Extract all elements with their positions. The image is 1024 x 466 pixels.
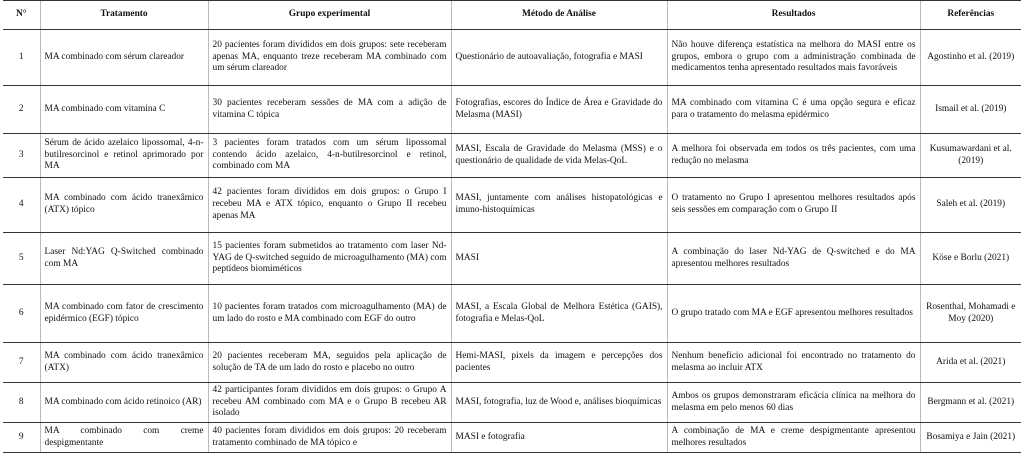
table-row	[3, 30, 1021, 86]
row-referencias: Saleh et al. (2019)	[920, 178, 1021, 233]
row-resultados: A combinação do laser Nd-YAG de Q-switched e do MA apresentou melhores resultados	[667, 233, 920, 285]
row-metodo: MASI, fotografia, luz de Wood e, análises bioquímicas	[451, 383, 667, 423]
table-row	[3, 178, 1021, 233]
table-row	[3, 134, 1021, 178]
table-row	[3, 285, 1021, 343]
row-tratamento: MA combinado com ácido retinoico (AR)	[40, 383, 208, 423]
treatments-table	[3, 0, 1021, 453]
row-num: 3	[3, 134, 40, 178]
row-grupo: 10 pacientes foram tratados com microagulhamento (MA) de um lado do rosto e MA combinado com EGF do outro	[208, 285, 451, 343]
table-row	[3, 383, 1021, 423]
row-grupo: 20 pacientes receberam MA, seguidos pela aplicação de solução de TA de um lado do rosto e placebo no outro	[208, 343, 451, 383]
row-metodo: Hemi-MASI, pixels da imagem e percepções dos pacientes	[451, 343, 667, 383]
row-tratamento: MA combinado com vitamina C	[40, 86, 208, 134]
header-referencias: Referências	[920, 1, 1021, 30]
row-tratamento: Laser Nd:YAG Q-Switched combinado com MA	[40, 233, 208, 285]
row-grupo: 42 participantes foram divididos em dois grupos: o Grupo A recebeu AM combinado com MA e o Grupo B recebeu AR isolado	[208, 383, 451, 423]
row-referencias: Bergmann et al. (2021)	[920, 383, 1021, 423]
row-num: 5	[3, 233, 40, 285]
row-metodo: MASI, a Escala Global de Melhora Estética (GAIS), fotografia e Melas-QoL	[451, 285, 667, 343]
row-tratamento: MA combinado com sérum clareador	[40, 30, 208, 86]
row-metodo: MASI, Escala de Gravidade do Melasma (MSS) e o questionário de qualidade de vida Melas-QoL	[451, 134, 667, 178]
row-resultados: O tratamento no Grupo I apresentou melhores resultados após seis sessões em comparação com o Grupo II	[667, 178, 920, 233]
row-tratamento: MA combinado com fator de crescimento epidérmico (EGF) tópico	[40, 285, 208, 343]
row-resultados: Não houve diferença estatística na melhora do MASI entre os grupos, embora o grupo com a administração combinada de medicamentos tenha apresentado resultados mais favoráveis	[667, 30, 920, 86]
row-resultados: A combinação de MA e creme despigmentante apresentou melhores resultados	[667, 423, 920, 453]
row-num: 8	[3, 383, 40, 423]
header-grupo: Grupo experimental	[208, 1, 451, 30]
row-grupo: 30 pacientes receberam sessões de MA com a adição de vitamina C tópica	[208, 86, 451, 134]
row-grupo: 20 pacientes foram divididos em dois grupos: sete receberam apenas MA, enquanto treze receberam MA combinado com um sérum clareador	[208, 30, 451, 86]
row-tratamento: MA combinado com creme despigmentante	[40, 423, 208, 453]
row-metodo: Questionário de autoavaliação, fotografia e MASI	[451, 30, 667, 86]
row-referencias: Bosamiya e Jain (2021)	[920, 423, 1021, 453]
row-resultados: MA combinado com vitamina C é uma opção segura e eficaz para o tratamento do melasma epidérmico	[667, 86, 920, 134]
row-metodo: MASI, juntamente com análises histopatológicas e imuno-histoquímicas	[451, 178, 667, 233]
header-metodo: Método de Análise	[451, 1, 667, 30]
table-row	[3, 343, 1021, 383]
row-referencias: Rosenthal, Mohamadi e Moy (2020)	[920, 285, 1021, 343]
row-num: 2	[3, 86, 40, 134]
row-grupo: 40 pacientes foram divididos em dois grupos: 20 receberam tratamento combinado de MA tópico e	[208, 423, 451, 453]
row-resultados: A melhora foi observada em todos os três pacientes, com uma redução no melasma	[667, 134, 920, 178]
row-grupo: 3 pacientes foram tratados com um sérum lipossomal contendo ácido azelaico, 4-n-butilresorcinol e retinol, combinado com MA	[208, 134, 451, 178]
row-tratamento: Sérum de ácido azelaico lipossomal, 4-n-butilresorcinol e retinol aprimorado por MA	[40, 134, 208, 178]
row-metodo: MASI	[451, 233, 667, 285]
row-num: 6	[3, 285, 40, 343]
row-referencias: Köse e Borlu (2021)	[920, 233, 1021, 285]
row-tratamento: MA combinado com ácido tranexâmico (ATX) tópico	[40, 178, 208, 233]
row-referencias: Arida et al. (2021)	[920, 343, 1021, 383]
row-grupo: 15 pacientes foram submetidos ao tratamento com laser Nd-YAG de Q-switched seguido de microagulhamento (MA) com peptídeos biomiméticos	[208, 233, 451, 285]
table-row	[3, 233, 1021, 285]
row-num: 4	[3, 178, 40, 233]
table-row	[3, 86, 1021, 134]
row-metodo: Fotografias, escores do Índice de Área e Gravidade do Melasma (MASI)	[451, 86, 667, 134]
row-num: 7	[3, 343, 40, 383]
row-metodo: MASI e fotografia	[451, 423, 667, 453]
row-resultados: O grupo tratado com MA e EGF apresentou melhores resultados	[667, 285, 920, 343]
row-tratamento: MA combinado com ácido tranexâmico (ATX)	[40, 343, 208, 383]
row-resultados: Nenhum benefício adicional foi encontrado no tratamento do melasma ao incluir ATX	[667, 343, 920, 383]
table-row	[3, 423, 1021, 453]
row-resultados: Ambos os grupos demonstraram eficácia clínica na melhora do melasma em pelo menos 60 dias	[667, 383, 920, 423]
table-header-row	[3, 1, 1021, 30]
row-num: 9	[3, 423, 40, 453]
header-resultados: Resultados	[667, 1, 920, 30]
row-referencias: Agostinho et al. (2019)	[920, 30, 1021, 86]
row-grupo: 42 pacientes foram divididos em dois grupos: o Grupo I recebeu MA e ATX tópico, enquanto o Grupo II recebeu apenas MA	[208, 178, 451, 233]
row-referencias: Ismail et al. (2019)	[920, 86, 1021, 134]
header-num: N°	[3, 1, 40, 30]
row-referencias: Kusumawardani et al. (2019)	[920, 134, 1021, 178]
header-tratamento: Tratamento	[40, 1, 208, 30]
row-num: 1	[3, 30, 40, 86]
